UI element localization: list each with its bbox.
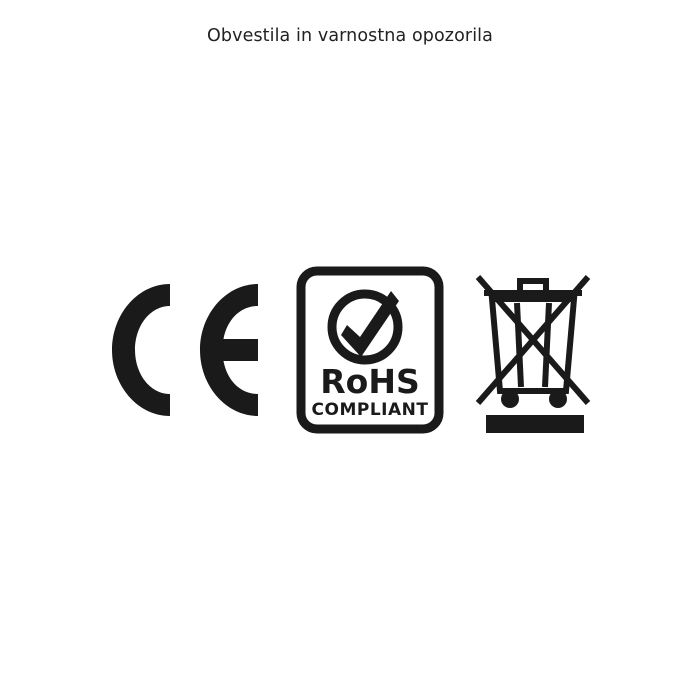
rohs-compliant-mark	[285, 255, 455, 445]
rohs-compliant-icon	[295, 265, 445, 435]
svg-text:COMPLIANT: COMPLIANT	[311, 400, 429, 420]
svg-text:RoHS: RoHS	[320, 362, 420, 401]
weee-crossed-out-bin-icon	[470, 263, 600, 438]
compliance-symbol-row	[0, 255, 700, 445]
ce-marking	[85, 255, 285, 445]
weee-symbol	[455, 255, 615, 445]
page-title: Obvestila in varnostna opozorila	[207, 26, 493, 46]
ce-marking-icon	[90, 270, 280, 430]
